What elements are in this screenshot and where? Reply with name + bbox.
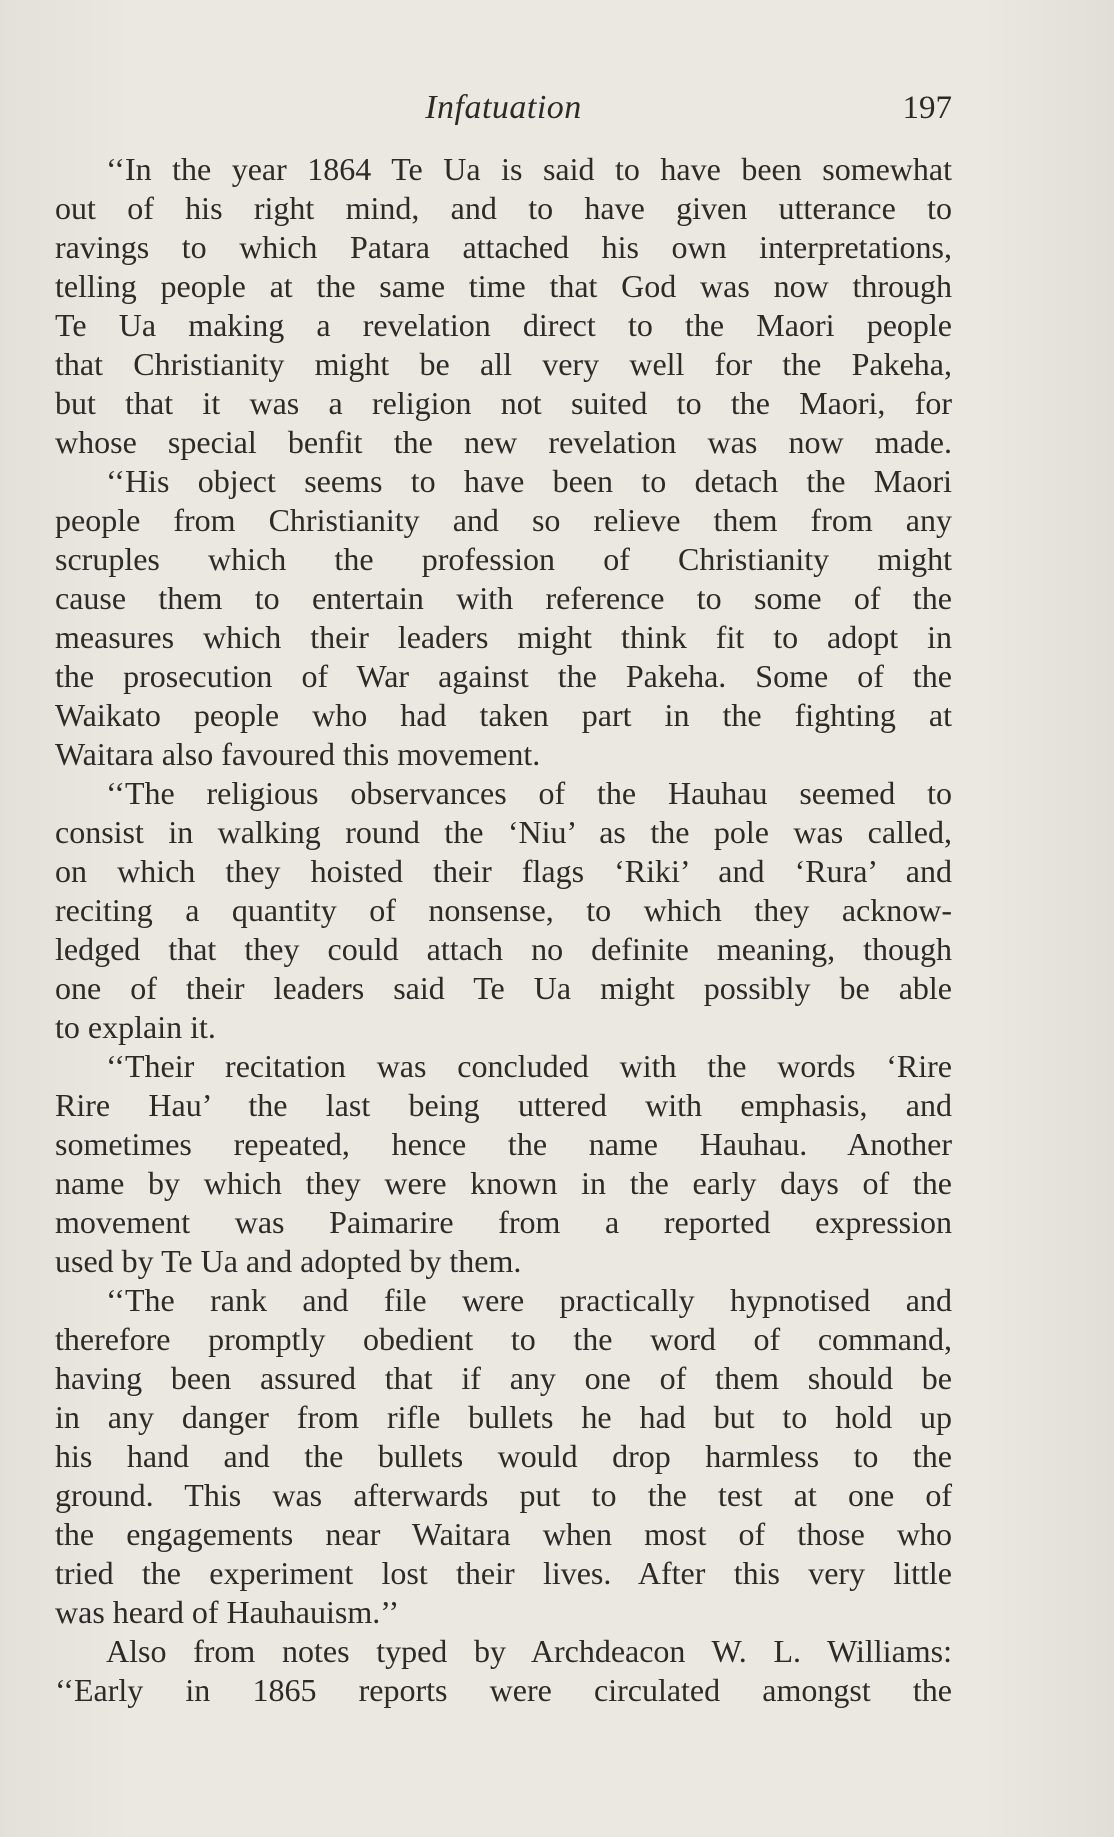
text-line: his hand and the bullets would drop harmless to the [55, 1438, 952, 1474]
text-line: on which they hoisted their flags ‘Riki’ and ‘Rura’ and [55, 853, 952, 889]
text-line: ‘‘Early in 1865 reports were circulated amongst the [55, 1672, 952, 1708]
text-line: was heard of Hauhauism.’’ [55, 1594, 400, 1630]
text-line: therefore promptly obedient to the word of command, [55, 1321, 952, 1357]
paragraph-4 [55, 1047, 952, 1281]
text-line: in any danger from rifle bullets he had but to hold up [55, 1399, 952, 1435]
text-line: Rire Hau’ the last being uttered with emphasis, and [55, 1087, 952, 1123]
text-line: telling people at the same time that God was now through [55, 268, 952, 304]
text-line: ‘‘The rank and file were practically hypnotised and [106, 1282, 952, 1318]
paragraph-6 [55, 1632, 952, 1710]
text-line: out of his right mind, and to have given utterance to [55, 190, 952, 226]
text-line: ‘‘His object seems to have been to detach the Maori [106, 463, 952, 499]
text-line: sometimes repeated, hence the name Hauhau. Another [55, 1126, 952, 1162]
text-line: ravings to which Patara attached his own interpretations, [55, 229, 952, 265]
text-line: Also from notes typed by Archdeacon W. L. Williams: [106, 1633, 952, 1669]
text-line: reciting a quantity of nonsense, to which they acknow- [55, 892, 952, 928]
text-line: to explain it. [55, 1009, 216, 1045]
text-line: ledged that they could attach no definite meaning, though [55, 931, 952, 967]
text-line: Waitara also favoured this movement. [55, 736, 541, 772]
paragraph-1 [55, 150, 952, 462]
text-line: Te Ua making a revelation direct to the Maori people [55, 307, 952, 343]
text-line: tried the experiment lost their lives. After this very little [55, 1555, 952, 1591]
text-line: the prosecution of War against the Pakeha. Some of the [55, 658, 952, 694]
text-line: ‘‘In the year 1864 Te Ua is said to have been somewhat [106, 151, 952, 187]
text-line: Waikato people who had taken part in the fighting at [55, 697, 952, 733]
text-line: ‘‘Their recitation was concluded with the words ‘Rire [106, 1048, 952, 1084]
text-line: scruples which the profession of Christianity might [55, 541, 952, 577]
text-line: movement was Paimarire from a reported expression [55, 1204, 952, 1240]
text-line: ‘‘The religious observances of the Hauhau seemed to [106, 775, 952, 811]
text-line: used by Te Ua and adopted by them. [55, 1243, 522, 1279]
text-line: people from Christianity and so relieve them from any [55, 502, 952, 538]
running-head [55, 86, 952, 130]
text-line: the engagements near Waitara when most of those who [55, 1516, 952, 1552]
text-line: measures which their leaders might think fit to adopt in [55, 619, 952, 655]
text-line: name by which they were known in the early days of the [55, 1165, 952, 1201]
paragraph-3 [55, 774, 952, 1047]
text-line: that Christianity might be all very well for the Pakeha, [55, 346, 952, 382]
text-line: whose special benfit the new revelation was now made. [55, 424, 952, 460]
text-line: one of their leaders said Te Ua might possibly be able [55, 970, 952, 1006]
text-line: ground. This was afterwards put to the test at one of [55, 1477, 952, 1513]
text-line: having been assured that if any one of them should be [55, 1360, 952, 1396]
paragraph-2 [55, 462, 952, 774]
body-text [55, 150, 952, 1710]
text-line: consist in walking round the ‘Niu’ as the pole was called, [55, 814, 952, 850]
paragraph-5 [55, 1281, 952, 1632]
text-line: cause them to entertain with reference to some of the [55, 580, 952, 616]
chapter-title: Infatuation [425, 89, 582, 126]
text-line: but that it was a religion not suited to the Maori, for [55, 385, 952, 421]
page-number: 197 [902, 90, 952, 126]
